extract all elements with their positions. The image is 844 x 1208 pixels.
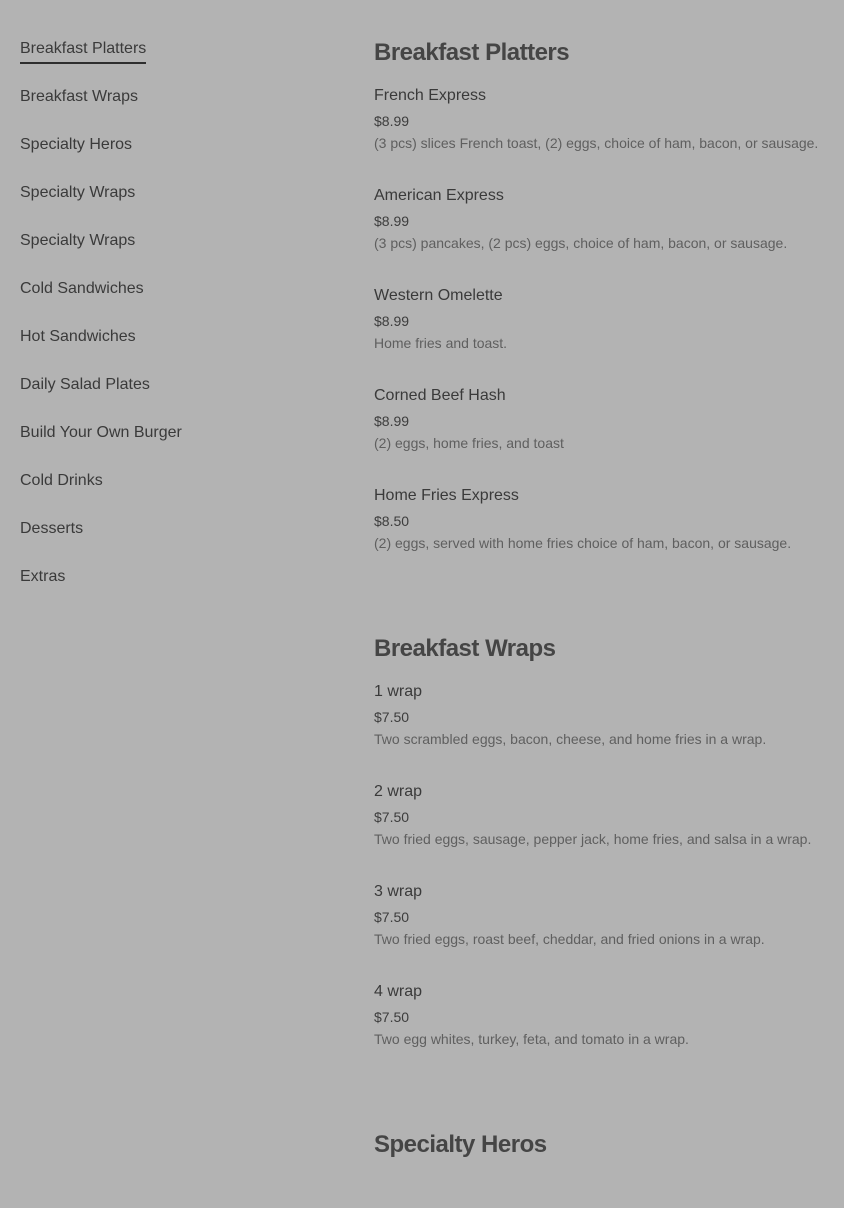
item-description: Home fries and toast. <box>374 335 508 351</box>
nav-item-breakfast-wraps[interactable] <box>20 86 320 134</box>
nav-item-label: Specialty Wraps <box>20 232 136 249</box>
section-title: Breakfast Wraps <box>374 635 556 662</box>
item-name: 1 wrap <box>374 683 423 700</box>
item-name: 3 wrap <box>374 883 423 900</box>
item-description: Two scrambled eggs, bacon, cheese, and home fries in a wrap. <box>374 731 767 747</box>
nav-item-build-your-own-burger[interactable] <box>20 422 320 470</box>
item-price: $8.99 <box>374 113 410 129</box>
nav-item-label: Extras <box>20 568 66 585</box>
nav-item-hot-sandwiches[interactable] <box>20 326 320 374</box>
nav-item-label: Breakfast Platters <box>20 38 146 64</box>
menu-item[interactable] <box>374 386 834 486</box>
menu-section-specialty-heros <box>374 1130 834 1160</box>
item-name: Home Fries Express <box>374 487 519 504</box>
nav-item-label: Breakfast Wraps <box>20 88 138 105</box>
item-description: Two fried eggs, sausage, pepper jack, home fries, and salsa in a wrap. <box>374 831 812 847</box>
menu-item[interactable] <box>374 682 834 782</box>
section-title: Specialty Heros <box>374 1131 547 1158</box>
category-sidebar <box>20 38 320 614</box>
menu-item[interactable] <box>374 286 834 386</box>
nav-item-specialty-wraps[interactable] <box>20 182 320 230</box>
nav-item-label: Hot Sandwiches <box>20 328 136 345</box>
nav-item-cold-drinks[interactable] <box>20 470 320 518</box>
item-price: $8.99 <box>374 213 410 229</box>
item-price: $7.50 <box>374 909 410 925</box>
menu-section-breakfast-platters <box>374 38 834 586</box>
item-price: $8.99 <box>374 413 410 429</box>
item-price: $7.50 <box>374 809 410 825</box>
menu-item[interactable] <box>374 882 834 982</box>
item-description: Two egg whites, turkey, feta, and tomato in a wrap. <box>374 1031 689 1047</box>
item-description: (3 pcs) slices French toast, (2) eggs, choice of ham, bacon, or sausage. <box>374 135 819 151</box>
nav-item-label: Daily Salad Plates <box>20 376 150 393</box>
item-name: 2 wrap <box>374 783 423 800</box>
item-price: $8.99 <box>374 313 410 329</box>
nav-item-label: Cold Sandwiches <box>20 280 144 297</box>
menu-item[interactable] <box>374 782 834 882</box>
menu-item[interactable] <box>374 86 834 186</box>
item-name: Corned Beef Hash <box>374 387 506 404</box>
item-price: $7.50 <box>374 709 410 725</box>
menu-content <box>374 38 834 1208</box>
menu-item[interactable] <box>374 982 834 1082</box>
item-description: (3 pcs) pancakes, (2 pcs) eggs, choice of ham, bacon, or sausage. <box>374 235 788 251</box>
nav-item-label: Specialty Heros <box>20 136 133 153</box>
nav-item-label: Desserts <box>20 520 84 537</box>
item-description: (2) eggs, served with home fries choice of ham, bacon, or sausage. <box>374 535 792 551</box>
section-title: Breakfast Platters <box>374 39 570 66</box>
nav-item-extras[interactable] <box>20 566 320 614</box>
menu-item[interactable] <box>374 186 834 286</box>
nav-item-specialty-wraps-2[interactable] <box>20 230 320 278</box>
nav-item-breakfast-platters[interactable] <box>20 38 320 86</box>
item-description: (2) eggs, home fries, and toast <box>374 435 564 451</box>
item-name: Western Omelette <box>374 287 503 304</box>
item-price: $7.50 <box>374 1009 410 1025</box>
menu-item[interactable] <box>374 486 834 586</box>
item-price: $8.50 <box>374 513 410 529</box>
item-name: American Express <box>374 187 504 204</box>
menu-section-breakfast-wraps <box>374 634 834 1082</box>
nav-item-specialty-heros[interactable] <box>20 134 320 182</box>
nav-item-label: Build Your Own Burger <box>20 424 182 441</box>
nav-item-desserts[interactable] <box>20 518 320 566</box>
item-name: French Express <box>374 87 487 104</box>
item-description: Two fried eggs, roast beef, cheddar, and fried onions in a wrap. <box>374 931 765 947</box>
nav-item-cold-sandwiches[interactable] <box>20 278 320 326</box>
item-name: 4 wrap <box>374 983 423 1000</box>
nav-item-label: Specialty Wraps <box>20 184 136 201</box>
nav-item-daily-salad-plates[interactable] <box>20 374 320 422</box>
nav-item-label: Cold Drinks <box>20 472 103 489</box>
